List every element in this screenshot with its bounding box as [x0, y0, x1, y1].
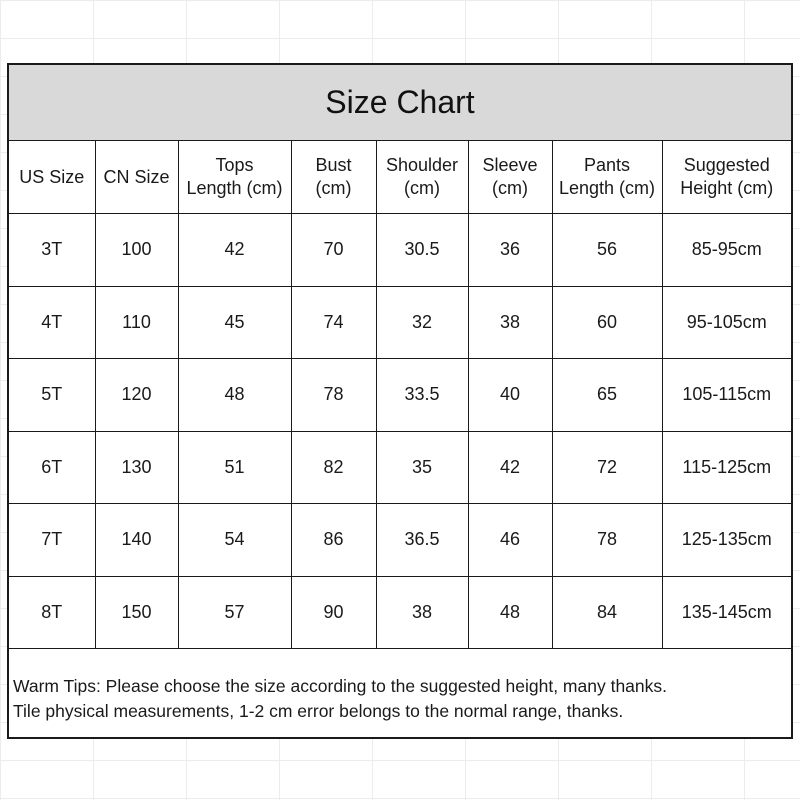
table-cell: 36.5: [376, 504, 468, 577]
table-cell: 120: [95, 359, 178, 432]
table-cell: 130: [95, 431, 178, 504]
table-cell: 135-145cm: [662, 576, 791, 649]
table-cell: 38: [468, 286, 552, 359]
table-row: [9, 431, 791, 504]
table-cell: 84: [552, 576, 662, 649]
table-cell: 33.5: [376, 359, 468, 432]
table-cell: 65: [552, 359, 662, 432]
table-cell: 42: [178, 214, 291, 287]
table-cell: 78: [552, 504, 662, 577]
column-header-label: Bust: [315, 155, 352, 175]
table-cell: 86: [291, 504, 376, 577]
column-header: [95, 141, 178, 214]
warm-tips: [9, 650, 791, 737]
table-cell: 45: [178, 286, 291, 359]
column-header-label: Shoulder: [385, 155, 459, 175]
table-cell: 30.5: [376, 214, 468, 287]
table-cell: 42: [468, 431, 552, 504]
size-chart-title: Size Chart: [9, 65, 791, 141]
table-cell: 72: [552, 431, 662, 504]
table-cell: 3T: [9, 214, 95, 287]
column-header-label: Suggested: [683, 155, 770, 175]
table-cell: 90: [291, 576, 376, 649]
table-cell: 32: [376, 286, 468, 359]
table-header-row: [9, 141, 791, 214]
table-cell: 35: [376, 431, 468, 504]
column-header-label: Sleeve: [482, 155, 538, 175]
table-cell: 6T: [9, 431, 95, 504]
table-row: [9, 214, 791, 287]
column-header-label: Tops: [215, 155, 254, 175]
table-cell: 70: [291, 214, 376, 287]
table-cell: 74: [291, 286, 376, 359]
table-cell: 85-95cm: [662, 214, 791, 287]
table-cell: 36: [468, 214, 552, 287]
table-cell: 56: [552, 214, 662, 287]
table-cell: 95-105cm: [662, 286, 791, 359]
table-cell: 54: [178, 504, 291, 577]
column-header-label: Length (cm): [558, 178, 656, 198]
column-header: [662, 141, 791, 214]
table-cell: 40: [468, 359, 552, 432]
column-header-label: (cm): [315, 178, 352, 198]
table-cell: 8T: [9, 576, 95, 649]
table-body: [9, 214, 791, 649]
table-cell: 82: [291, 431, 376, 504]
column-header: [552, 141, 662, 214]
column-header: [468, 141, 552, 214]
size-chart-sheet: [7, 63, 793, 739]
table-cell: 4T: [9, 286, 95, 359]
table-row: [9, 359, 791, 432]
column-header: [291, 141, 376, 214]
table-cell: 60: [552, 286, 662, 359]
warm-tip-line: Tile physical measurements, 1-2 cm error belongs to the normal range, thanks.: [13, 701, 624, 721]
table-cell: 105-115cm: [662, 359, 791, 432]
column-header-label: Pants: [583, 155, 631, 175]
column-header-label: (cm): [404, 178, 440, 198]
table-cell: 100: [95, 214, 178, 287]
column-header-label: CN Size: [103, 166, 170, 187]
table-cell: 115-125cm: [662, 431, 791, 504]
size-table: [9, 141, 791, 649]
table-cell: 140: [95, 504, 178, 577]
table-cell: 48: [468, 576, 552, 649]
table-cell: 7T: [9, 504, 95, 577]
table-cell: 110: [95, 286, 178, 359]
table-cell: 125-135cm: [662, 504, 791, 577]
table-cell: 46: [468, 504, 552, 577]
column-header: [9, 141, 95, 214]
column-header: [376, 141, 468, 214]
table-cell: 57: [178, 576, 291, 649]
table-row: [9, 504, 791, 577]
column-header-label: Length (cm): [186, 178, 283, 198]
table-row: [9, 576, 791, 649]
column-header-label: US Size: [19, 166, 85, 187]
table-cell: 5T: [9, 359, 95, 432]
table-cell: 78: [291, 359, 376, 432]
table-cell: 48: [178, 359, 291, 432]
warm-tip-line: Warm Tips: Please choose the size according to the suggested height, many thanks.: [13, 676, 668, 696]
table-row: [9, 286, 791, 359]
column-header-label: (cm): [492, 178, 528, 198]
table-cell: 150: [95, 576, 178, 649]
column-header-label: Height (cm): [680, 178, 774, 198]
table-cell: 38: [376, 576, 468, 649]
column-header: [178, 141, 291, 214]
table-cell: 51: [178, 431, 291, 504]
